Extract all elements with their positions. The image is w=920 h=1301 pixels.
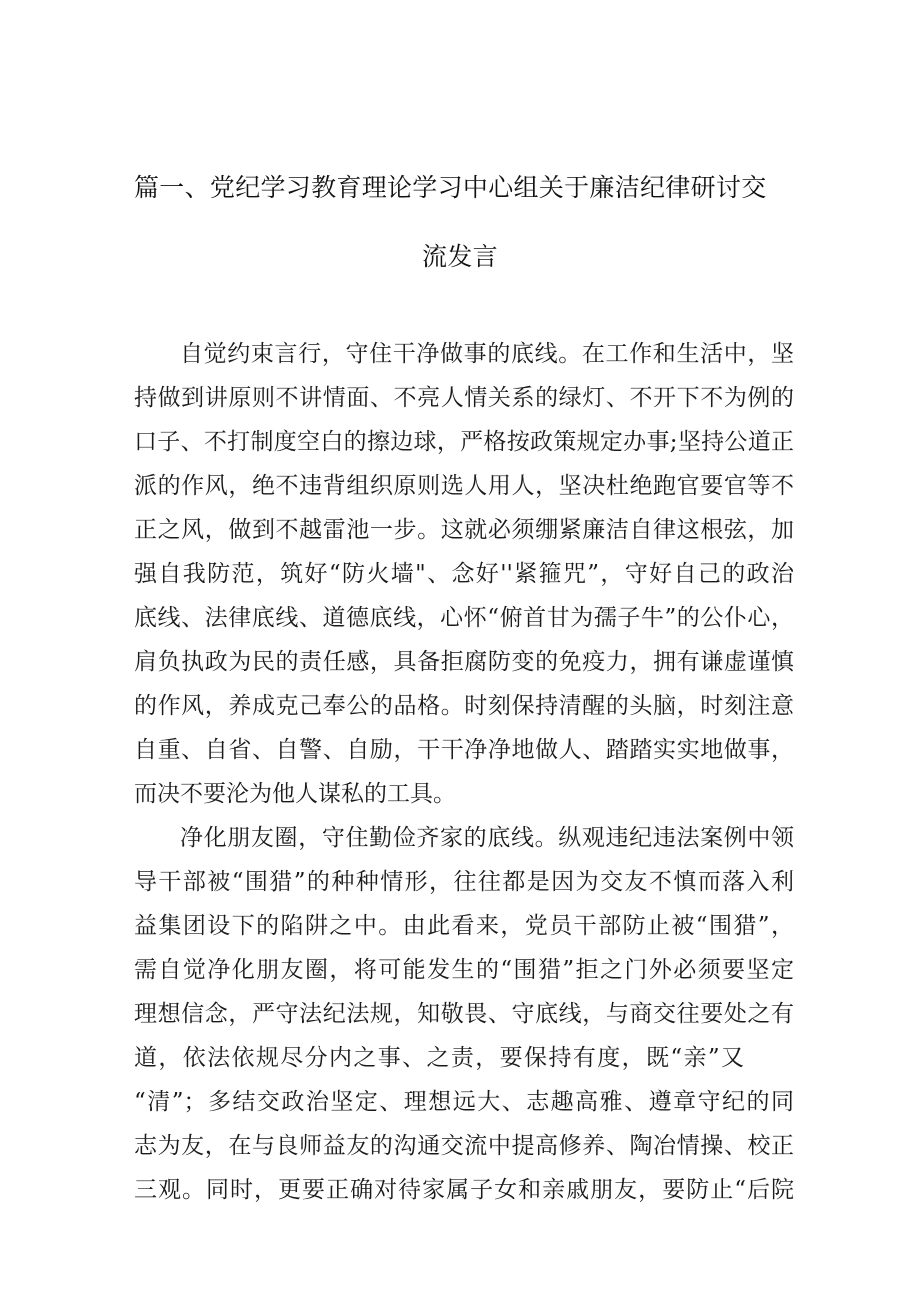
paragraph-1-line: 正之风，做到不越雷池一步。这就必须绷紧廉洁自律这根弦，加 <box>134 517 794 543</box>
paragraph-2-line: 益集团设下的陷阱之中。由此看来，党员干部防止被“围猎”， <box>134 913 794 939</box>
document-title-line-1: 篇一、党纪学习教育理论学习中心组关于廉洁纪律研讨交 <box>134 173 767 202</box>
paragraph-2-line: 志为友，在与良师益友的沟通交流中提高修养、陶冶情操、校正 <box>134 1133 794 1159</box>
paragraph-2-line: 导干部被“围猎”的种种情形，往往都是因为交友不慎而落入利 <box>134 869 794 895</box>
paragraph-1-line: 自重、自省、自警、自励，干干净净地做人、踏踏实实地做事， <box>134 737 794 763</box>
paragraph-1-line: 肩负执政为民的责任感，具备拒腐防变的免疫力，拥有谦虚谨慎 <box>134 649 794 675</box>
paragraph-1-line: 的作风，养成克己奉公的品格。时刻保持清醒的头脑，时刻注意 <box>134 693 794 719</box>
paragraph-2-line: 需自觉净化朋友圈，将可能发生的“围猎”拒之门外必须要坚定 <box>134 957 794 983</box>
paragraph-2-line: 道，依法依规尽分内之事、之责，要保持有度，既“亲”又 <box>134 1045 744 1071</box>
paragraph-1-line: 持做到讲原则不讲情面、不亮人情关系的绿灯、不开下不为例的 <box>134 385 794 411</box>
paragraph-1-line: 派的作风，绝不违背组织原则选人用人，坚决杜绝跑官要官等不 <box>134 473 794 499</box>
paragraph-2-line: 三观。同时，更要正确对待家属子女和亲戚朋友，要防止“后院 <box>134 1177 794 1203</box>
paragraph-1-line: 强自我防范，筑好“防火墙"、念好''紧箍咒”，守好自己的政治 <box>134 561 794 587</box>
paragraph-2-line: 理想信念，严守法纪法规，知敬畏、守底线，与商交往要处之有 <box>134 1001 794 1027</box>
paragraph-1-line: 而决不要沦为他人谋私的工具。 <box>134 781 456 807</box>
paragraph-2-line: “清”；多结交政治坚定、理想远大、志趣高雅、遵章守纪的同 <box>134 1089 794 1115</box>
paragraph-1-line: 底线、法律底线、道德底线，心怀“俯首甘为孺子牛”的公仆心， <box>134 605 794 631</box>
paragraph-1-line: 口子、不打制度空白的擦边球，严格按政策规定办事;坚持公道正 <box>134 429 794 455</box>
paragraph-2-line: 净化朋友圈，守住勤俭齐家的底线。纵观违纪违法案例中领 <box>180 825 794 851</box>
document-title-line-2: 流发言 <box>422 242 498 271</box>
paragraph-1-line: 自觉约束言行，守住干净做事的底线。在工作和生活中，坚 <box>180 341 794 367</box>
